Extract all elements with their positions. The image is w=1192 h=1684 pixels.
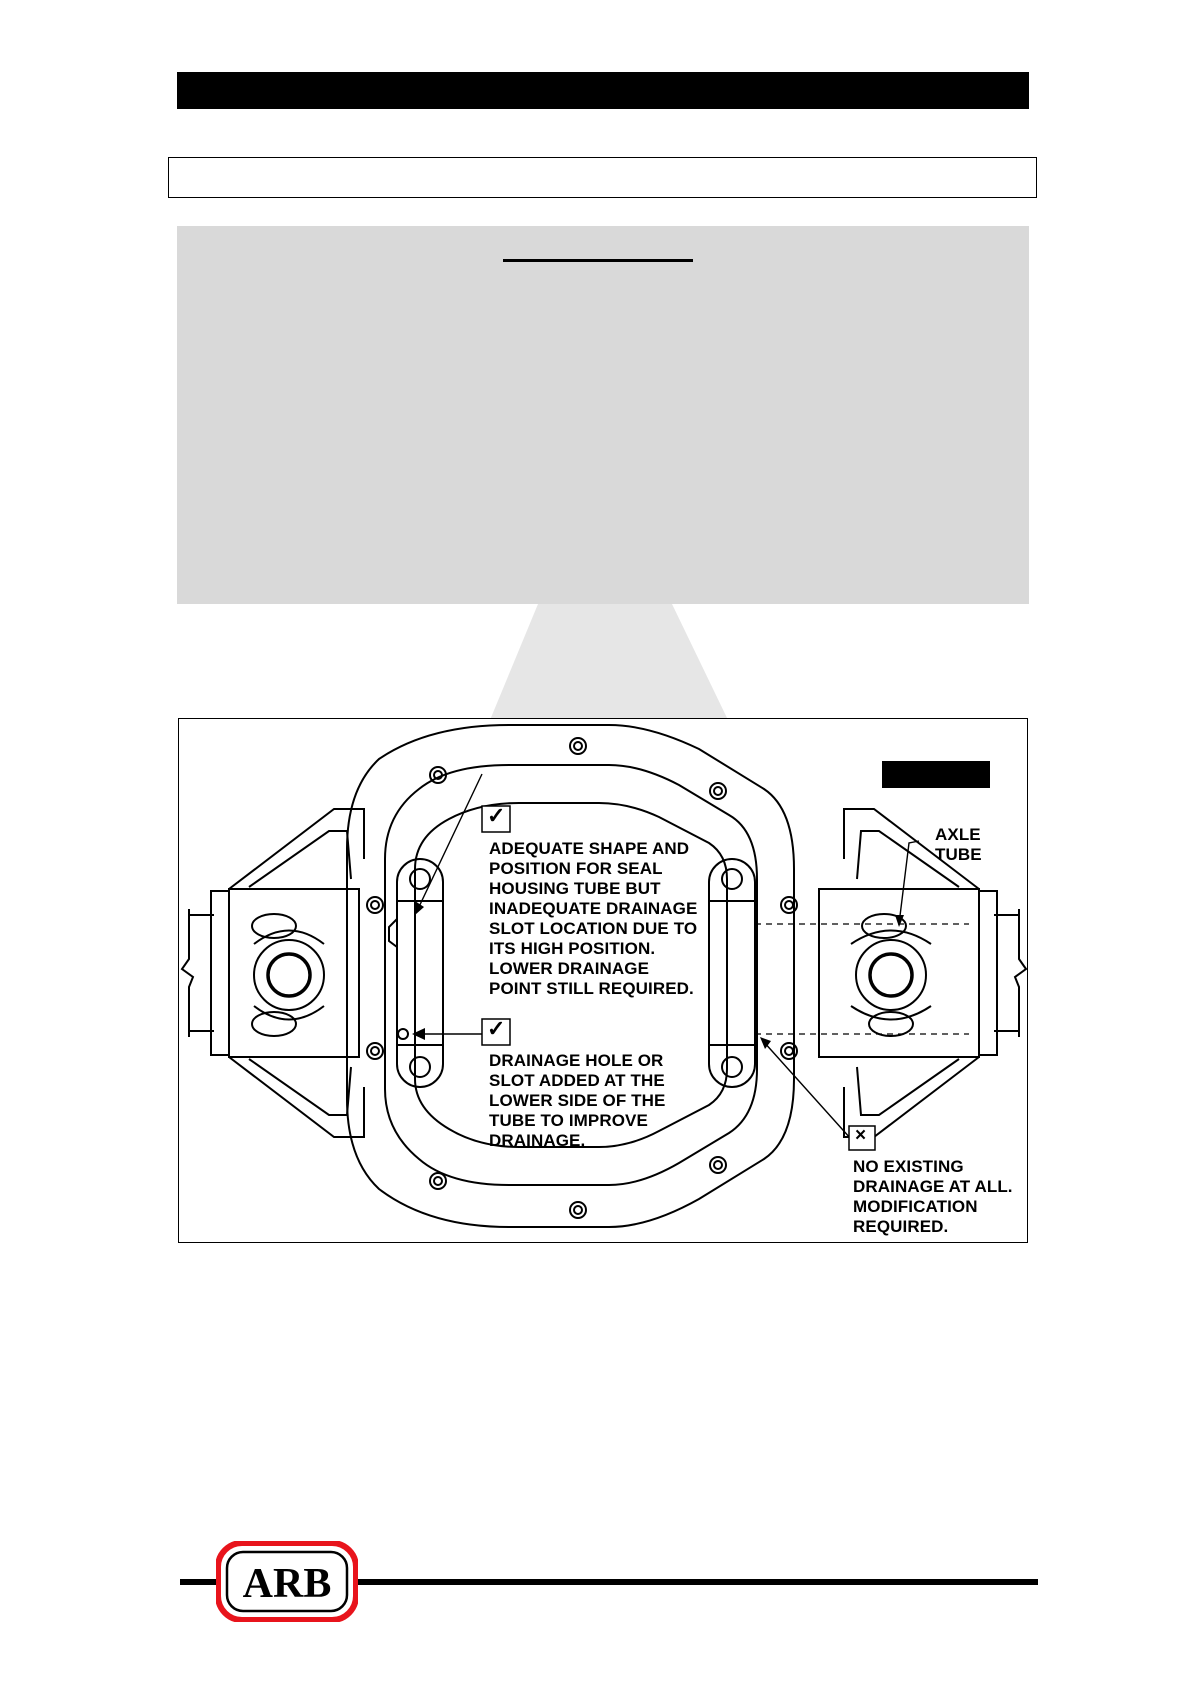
check-mark-icon: ✓	[487, 1016, 506, 1041]
axle-tube-label: AXLE TUBE	[935, 825, 982, 864]
logo-text: ARB	[242, 1561, 332, 1607]
differential-diagram	[178, 718, 1028, 1243]
callout-no-drainage-text: NO EXISTING DRAINAGE AT ALL. MODIFICATION REQUIRED.	[853, 1157, 1013, 1236]
check-mark-icon: ✓	[487, 803, 506, 828]
cross-mark-icon: ×	[855, 1125, 867, 1146]
arb-logo	[216, 1541, 358, 1622]
note-pointer-shape	[0, 0, 1192, 720]
callout-drain-hole-text: DRAINAGE HOLE OR SLOT ADDED AT THE LOWER SIDE OF THE TUBE TO IMPROVE DRAINAGE.	[489, 1051, 666, 1150]
callout-high-slot-text: ADEQUATE SHAPE AND POSITION FOR SEAL HOUSING TUBE BUT INADEQUATE DRAINAGE SLOT LOCATION DUE TO ITS HIGH POSITION. LOWER DRAINAGE POINT STILL REQUIRED.	[489, 839, 698, 998]
figure-number-tag	[882, 761, 990, 788]
